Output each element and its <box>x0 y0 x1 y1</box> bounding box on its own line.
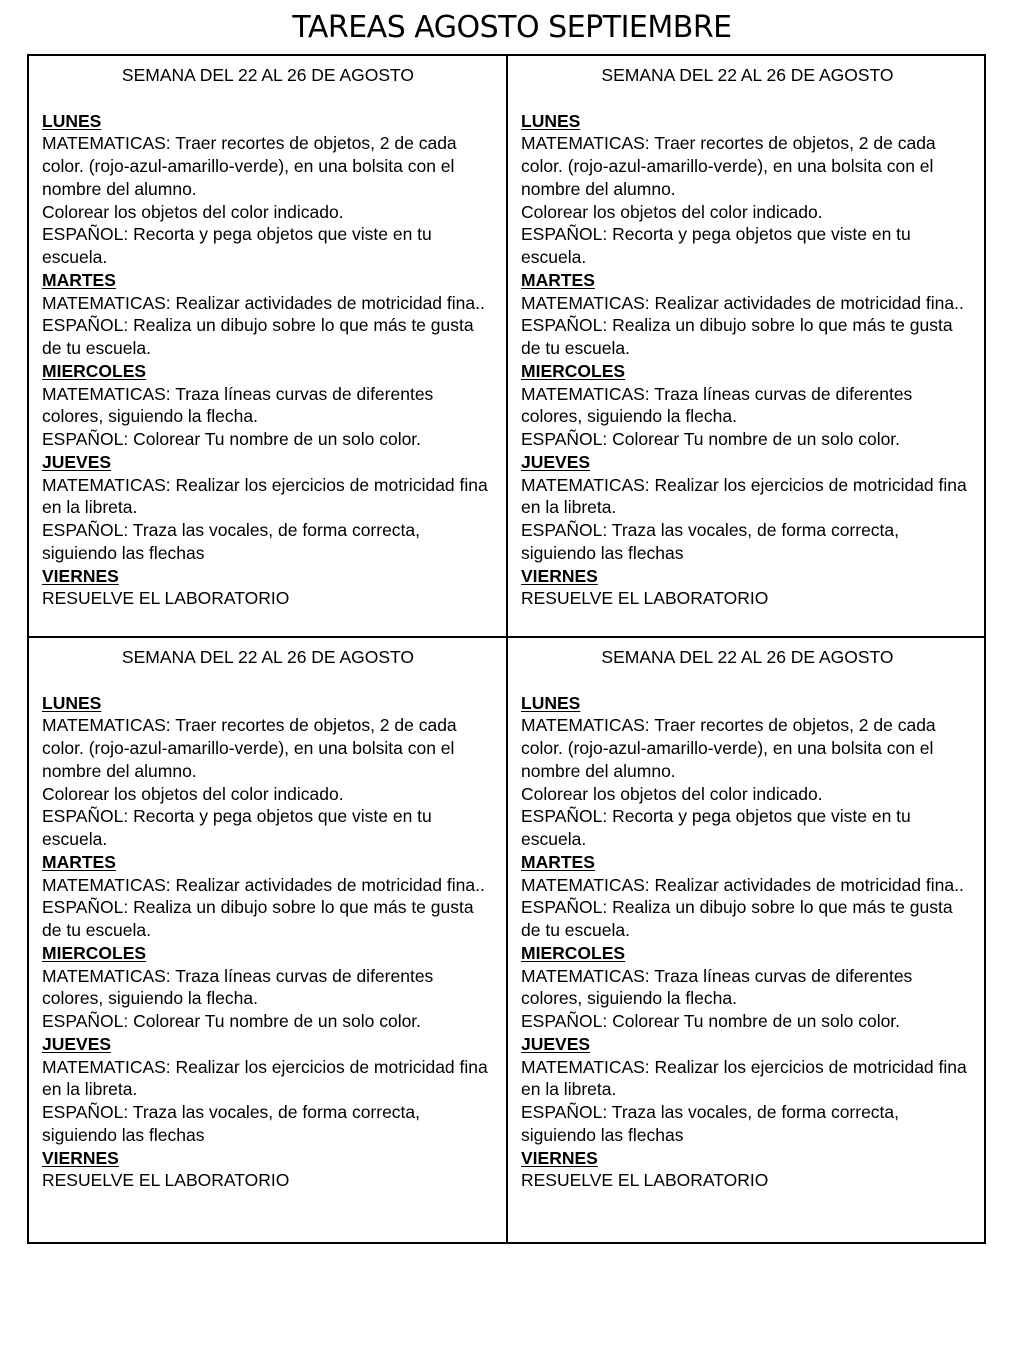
task-text: ESPAÑOL: Colorear Tu nombre de un solo color. <box>521 1011 901 1031</box>
task-text: ESPAÑOL: Recorta y pega objetos que viste en tu escuela. <box>521 806 911 849</box>
homework-card <box>29 56 508 638</box>
day-heading: MIERCOLES <box>521 942 626 963</box>
page-title: TAREAS AGOSTO SEPTIEMBRE <box>292 10 732 45</box>
task-text: ESPAÑOL: Traza las vocales, de forma correcta, siguiendo las flechas <box>521 1102 900 1145</box>
week-title: SEMANA DEL 22 AL 26 DE AGOSTO <box>601 647 894 667</box>
task-text: MATEMATICAS: Traer recortes de objetos, 2 de cada color. (rojo-azul-amarillo-verde), en una bolsita con el nombre del alumno. <box>521 133 936 199</box>
task-text: ESPAÑOL: Realiza un dibujo sobre lo que más te gusta de tu escuela. <box>42 315 474 358</box>
task-text: MATEMATICAS: Traza líneas curvas de diferentes colores, siguiendo la flecha. <box>42 383 434 427</box>
day-heading: VIERNES <box>521 565 598 586</box>
task-text: MATEMATICAS: Traer recortes de objetos, 2 de cada color. (rojo-azul-amarillo-verde), en una bolsita con el nombre del alumno. <box>521 715 936 781</box>
day-heading: JUEVES <box>42 1033 112 1054</box>
task-text: MATEMATICAS: Realizar los ejercicios de motricidad fina en la libreta. <box>42 474 488 518</box>
task-text: MATEMATICAS: Realizar actividades de motricidad fina.. <box>521 292 964 313</box>
week-title: SEMANA DEL 22 AL 26 DE AGOSTO <box>121 65 415 85</box>
day-heading: MARTES <box>42 269 116 290</box>
task-text: MATEMATICAS: Realizar actividades de motricidad fina.. <box>521 874 964 895</box>
task-text: RESUELVE EL LABORATORIO <box>521 1170 769 1191</box>
homework-grid <box>27 54 986 1244</box>
homework-card <box>508 638 986 1242</box>
day-heading: JUEVES <box>521 1033 591 1054</box>
task-text: MATEMATICAS: Traza líneas curvas de diferentes colores, siguiendo la flecha. <box>42 965 434 1009</box>
task-text: ESPAÑOL: Recorta y pega objetos que viste en tu escuela. <box>521 224 911 267</box>
task-text: ESPAÑOL: Realiza un dibujo sobre lo que más te gusta de tu escuela. <box>521 897 953 940</box>
task-text: Colorear los objetos del color indicado. <box>42 783 344 804</box>
task-text: ESPAÑOL: Traza las vocales, de forma correcta, siguiendo las flechas <box>521 520 900 563</box>
day-heading: VIERNES <box>521 1147 598 1168</box>
task-text: Colorear los objetos del color indicado. <box>521 201 823 222</box>
task-text: MATEMATICAS: Realizar actividades de motricidad fina.. <box>42 292 485 313</box>
task-text: ESPAÑOL: Recorta y pega objetos que viste en tu escuela. <box>42 224 432 267</box>
day-heading: MIERCOLES <box>42 942 147 963</box>
week-title: SEMANA DEL 22 AL 26 DE AGOSTO <box>121 647 415 667</box>
day-heading: MARTES <box>521 851 595 872</box>
task-text: ESPAÑOL: Recorta y pega objetos que viste en tu escuela. <box>42 806 432 849</box>
task-text: RESUELVE EL LABORATORIO <box>42 1170 290 1191</box>
homework-card <box>508 56 986 638</box>
day-heading: JUEVES <box>42 451 112 472</box>
task-text: MATEMATICAS: Realizar los ejercicios de motricidad fina en la libreta. <box>521 474 967 518</box>
task-text: MATEMATICAS: Traer recortes de objetos, 2 de cada color. (rojo-azul-amarillo-verde), en una bolsita con el nombre del alumno. <box>42 133 457 199</box>
day-heading: LUNES <box>42 110 102 131</box>
day-heading: VIERNES <box>42 1147 119 1168</box>
task-text: ESPAÑOL: Realiza un dibujo sobre lo que más te gusta de tu escuela. <box>42 897 474 940</box>
task-text: ESPAÑOL: Traza las vocales, de forma correcta, siguiendo las flechas <box>42 520 421 563</box>
task-text: ESPAÑOL: Colorear Tu nombre de un solo color. <box>521 429 901 449</box>
task-text: MATEMATICAS: Traza líneas curvas de diferentes colores, siguiendo la flecha. <box>521 383 913 427</box>
day-heading: VIERNES <box>42 565 119 586</box>
week-title: SEMANA DEL 22 AL 26 DE AGOSTO <box>601 65 894 85</box>
task-text: Colorear los objetos del color indicado. <box>521 783 823 804</box>
day-heading: LUNES <box>521 110 581 131</box>
task-text: MATEMATICAS: Traza líneas curvas de diferentes colores, siguiendo la flecha. <box>521 965 913 1009</box>
task-text: MATEMATICAS: Realizar los ejercicios de motricidad fina en la libreta. <box>42 1056 488 1100</box>
task-text: MATEMATICAS: Realizar actividades de motricidad fina.. <box>42 874 485 895</box>
task-text: MATEMATICAS: Traer recortes de objetos, 2 de cada color. (rojo-azul-amarillo-verde), en una bolsita con el nombre del alumno. <box>42 715 457 781</box>
day-heading: LUNES <box>521 692 581 713</box>
day-heading: MIERCOLES <box>521 360 626 381</box>
day-heading: MIERCOLES <box>42 360 147 381</box>
task-text: ESPAÑOL: Colorear Tu nombre de un solo color. <box>42 429 422 449</box>
task-text: MATEMATICAS: Realizar los ejercicios de motricidad fina en la libreta. <box>521 1056 967 1100</box>
homework-card <box>29 638 508 1242</box>
task-text: RESUELVE EL LABORATORIO <box>42 588 290 609</box>
task-text: ESPAÑOL: Realiza un dibujo sobre lo que más te gusta de tu escuela. <box>521 315 953 358</box>
day-heading: MARTES <box>521 269 595 290</box>
task-text: ESPAÑOL: Colorear Tu nombre de un solo color. <box>42 1011 422 1031</box>
day-heading: MARTES <box>42 851 116 872</box>
day-heading: JUEVES <box>521 451 591 472</box>
day-heading: LUNES <box>42 692 102 713</box>
task-text: RESUELVE EL LABORATORIO <box>521 588 769 609</box>
task-text: Colorear los objetos del color indicado. <box>42 201 344 222</box>
task-text: ESPAÑOL: Traza las vocales, de forma correcta, siguiendo las flechas <box>42 1102 421 1145</box>
